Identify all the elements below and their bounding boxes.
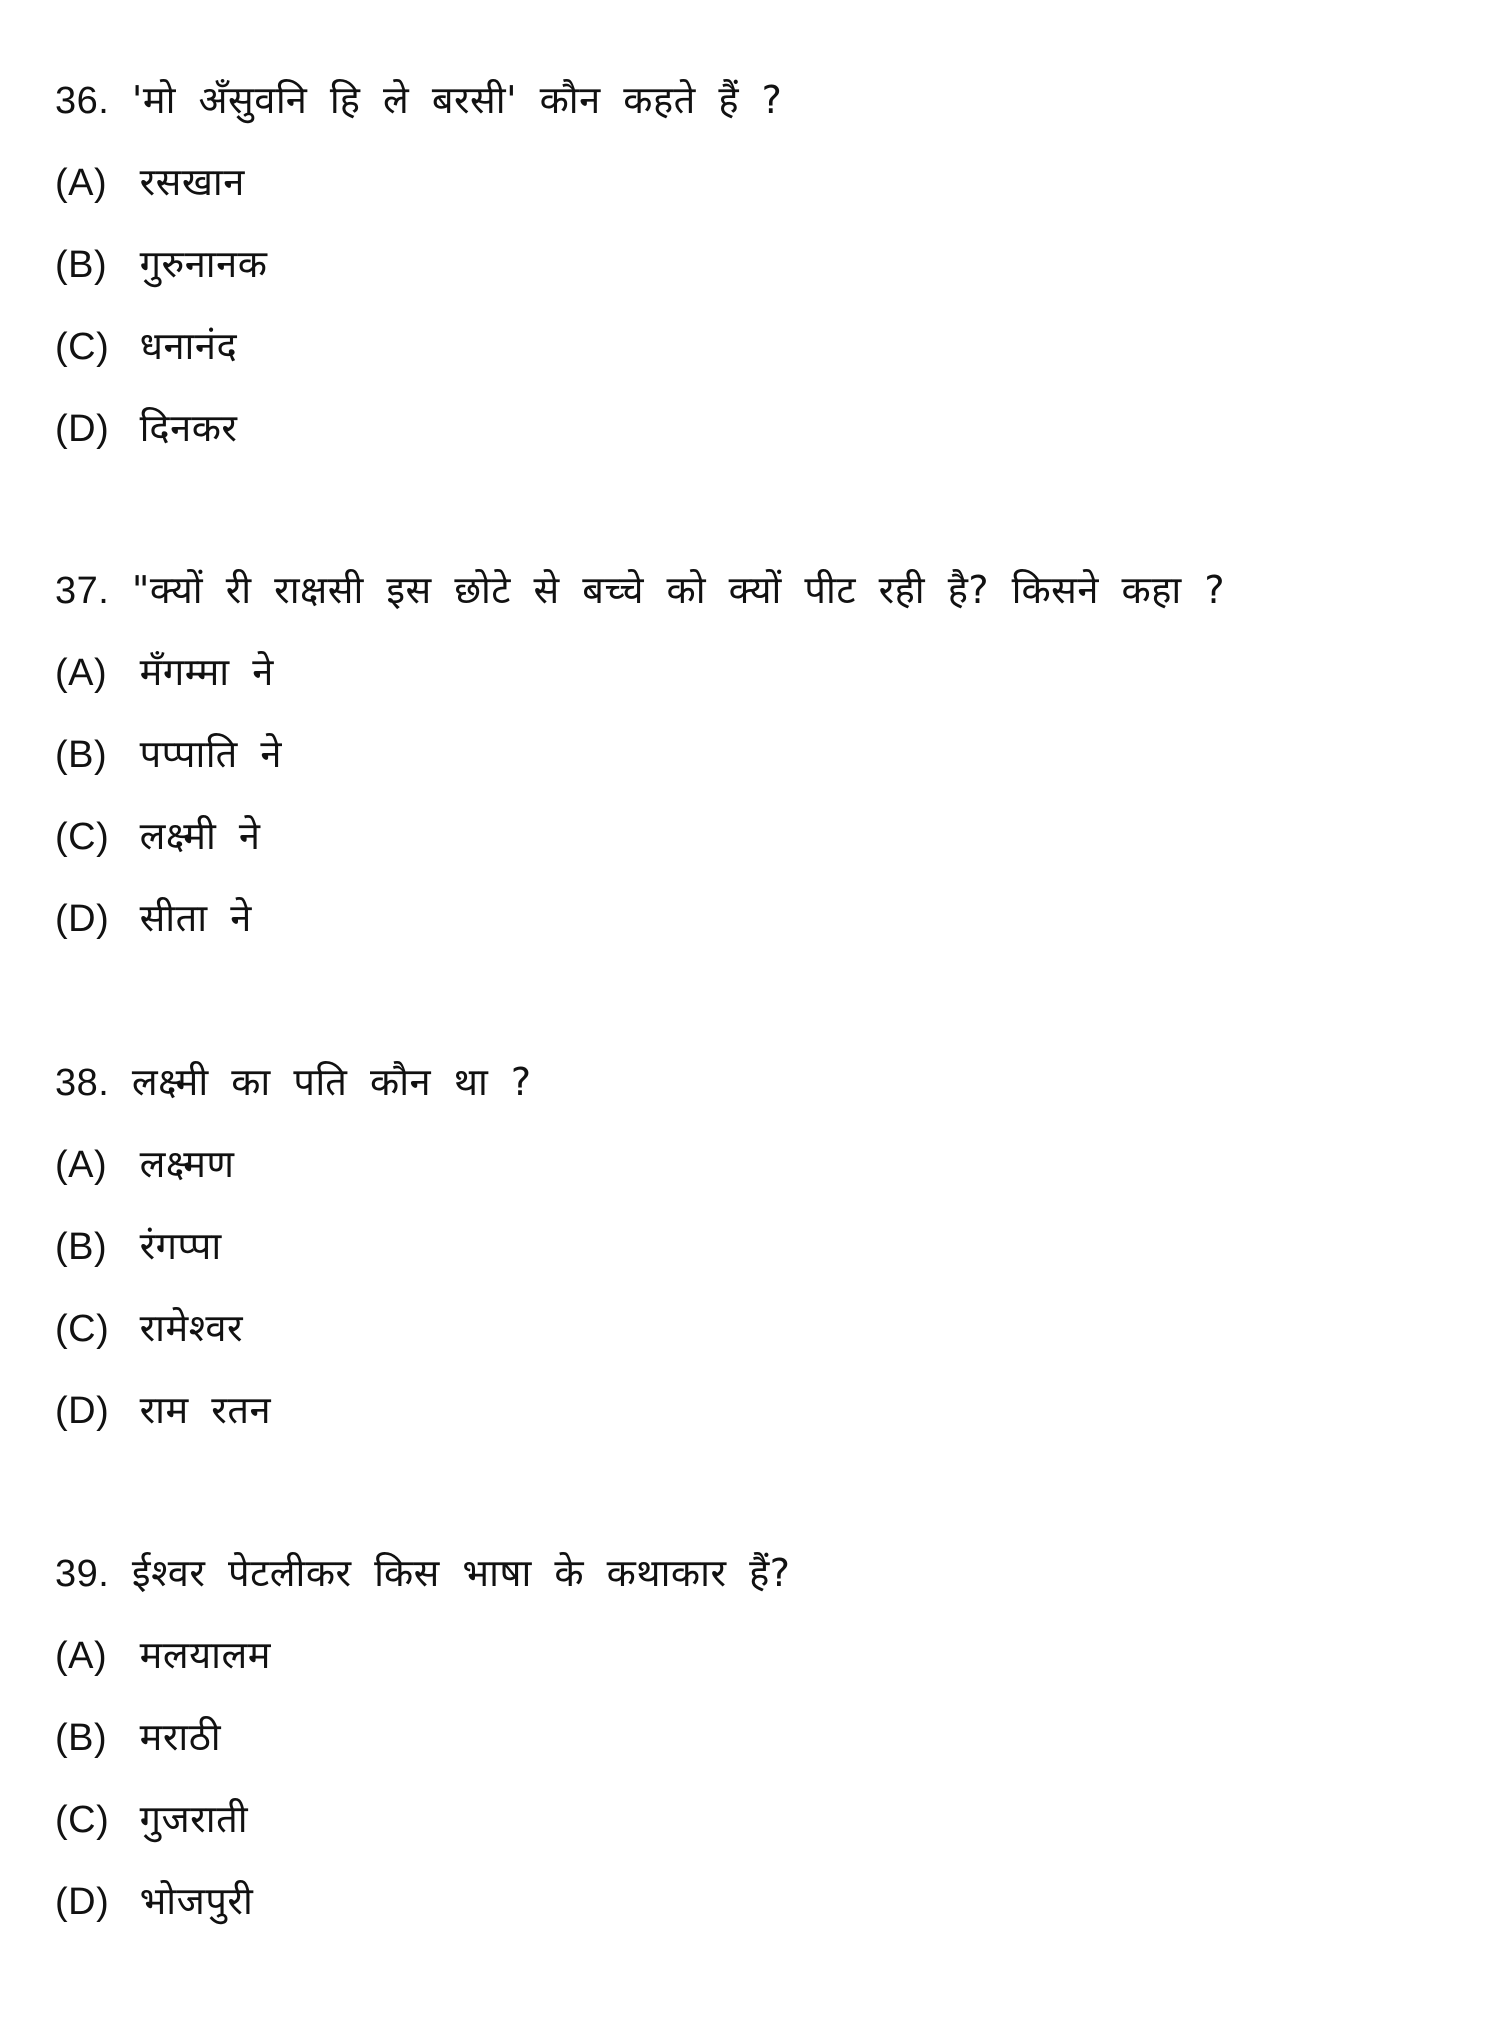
- option-text: पप्पाति ने: [139, 732, 282, 776]
- option-text: लक्ष्मण: [139, 1142, 235, 1186]
- option-c: [55, 316, 237, 376]
- option-b: [55, 234, 267, 294]
- option-b: [55, 1216, 222, 1276]
- question-stem: [55, 70, 782, 130]
- option-text: भोजपुरी: [139, 1879, 254, 1923]
- option-label: (C): [55, 1308, 110, 1350]
- option-label: (C): [55, 816, 110, 858]
- option-label: (D): [55, 1390, 110, 1432]
- option-label: (B): [55, 1226, 108, 1268]
- option-d: [55, 398, 237, 458]
- question-number: 37.: [55, 570, 110, 612]
- option-label: (D): [55, 898, 110, 940]
- option-text: धनानंद: [139, 324, 238, 368]
- question-stem: [55, 560, 1225, 620]
- question-text: "क्यों री राक्षसी इस छोटे से बच्चे को क्यों पीट रही है? किसने कहा ?: [131, 568, 1225, 612]
- option-d: [55, 888, 252, 948]
- option-a: [55, 1625, 271, 1685]
- option-a: [55, 1134, 234, 1194]
- option-text: सीता ने: [139, 896, 252, 940]
- option-c: [55, 806, 261, 866]
- option-b: [55, 724, 282, 784]
- option-d: [55, 1871, 253, 1931]
- option-c: [55, 1789, 248, 1849]
- option-text: राम रतन: [139, 1388, 272, 1432]
- option-text: रंगप्पा: [139, 1224, 222, 1268]
- option-label: (A): [55, 1144, 108, 1186]
- question-number: 38.: [55, 1062, 110, 1104]
- question-number: 36.: [55, 80, 110, 122]
- option-text: मराठी: [139, 1715, 222, 1759]
- option-label: (A): [55, 1635, 108, 1677]
- option-text: मँगम्मा ने: [139, 650, 274, 694]
- option-a: [55, 152, 245, 212]
- option-text: गुजराती: [139, 1797, 249, 1841]
- option-label: (A): [55, 162, 108, 204]
- option-text: रसखान: [139, 160, 245, 204]
- option-a: [55, 642, 274, 702]
- option-label: (B): [55, 1717, 108, 1759]
- option-label: (C): [55, 326, 110, 368]
- question-number: 39.: [55, 1553, 110, 1595]
- option-text: दिनकर: [139, 406, 238, 450]
- option-label: (A): [55, 652, 108, 694]
- option-text: रामेश्वर: [139, 1306, 244, 1350]
- option-b: [55, 1707, 221, 1767]
- option-label: (D): [55, 408, 110, 450]
- option-label: (B): [55, 734, 108, 776]
- option-label: (D): [55, 1881, 110, 1923]
- question-text: 'मो अँसुवनि हि ले बरसी' कौन कहते हैं ?: [131, 78, 783, 122]
- option-d: [55, 1380, 271, 1440]
- option-c: [55, 1298, 243, 1358]
- option-label: (B): [55, 244, 108, 286]
- question-text: ईश्वर पेटलीकर किस भाषा के कथाकार हैं?: [131, 1551, 791, 1595]
- option-text: गुरुनानक: [139, 242, 268, 286]
- question-text: लक्ष्मी का पति कौन था ?: [131, 1060, 532, 1104]
- option-text: लक्ष्मी ने: [139, 814, 261, 858]
- question-stem: [55, 1543, 790, 1603]
- option-label: (C): [55, 1799, 110, 1841]
- question-stem: [55, 1052, 532, 1112]
- option-text: मलयालम: [139, 1633, 271, 1677]
